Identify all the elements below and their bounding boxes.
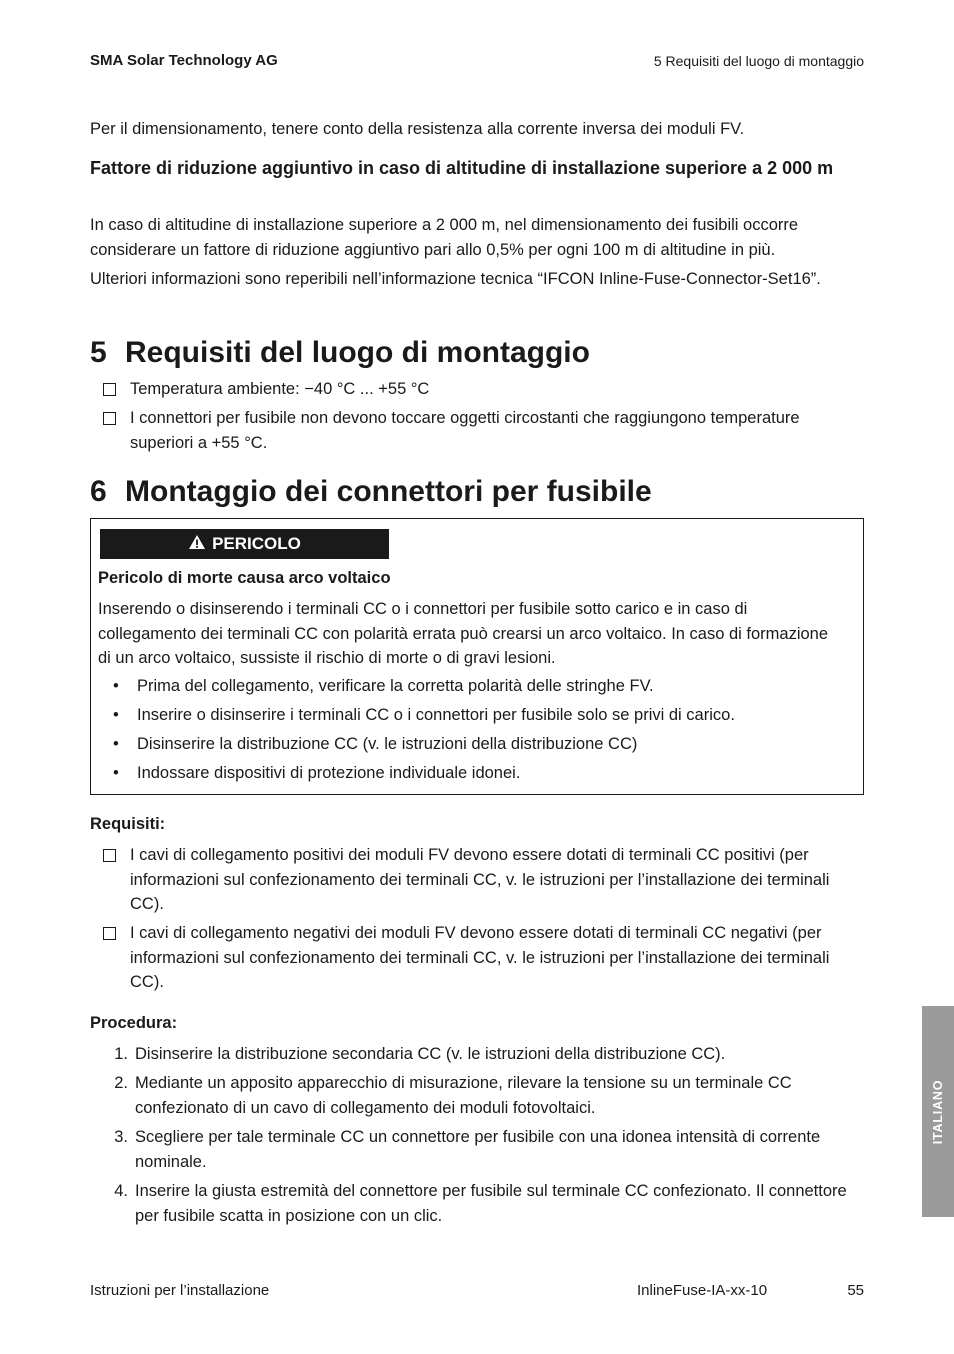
footer-document-title: Istruzioni per l’installazione	[90, 1282, 270, 1299]
bullet-icon: •	[113, 764, 119, 782]
page-number: 55	[847, 1282, 864, 1299]
step-number: 3.	[114, 1128, 128, 1146]
checkbox-icon	[103, 383, 116, 396]
language-tab	[922, 1006, 954, 1217]
step-text: Disinserire la distribuzione secondaria CC (v. le istruzioni della distribuzione CC).	[135, 1045, 726, 1063]
language-tab-label: ITALIANO	[931, 1079, 945, 1144]
warning-triangle-icon	[188, 534, 206, 555]
list-item-text: I cavi di collegamento positivi dei moduli FV devono essere dotati di terminali CC positivi (per informazioni sul confezionamento dei terminali CC, v. le istruzioni per l’installazione dei terminali CC).	[130, 846, 830, 913]
danger-description: Inserendo o disinserendo i terminali CC o i connettori per fusibile sotto carico e in caso di collegamento dei terminali CC con polarità errata può crearsi un arco voltaico. In caso di formazione di un arco voltaico, sussiste il rischio di morte o di gravi lesioni.	[98, 600, 829, 667]
danger-title: Pericolo di morte causa arco voltaico	[98, 569, 391, 587]
checkbox-icon	[103, 927, 116, 940]
list-item-text: Temperatura ambiente: −40 °C ... +55 °C	[130, 380, 430, 398]
bullet-icon: •	[113, 677, 119, 695]
requirements-label: Requisiti:	[90, 815, 166, 833]
bullet-icon: •	[113, 735, 119, 753]
danger-banner	[100, 529, 389, 559]
section-title: Montaggio dei connettori per fusibile	[125, 475, 652, 508]
procedure-step	[90, 1071, 865, 1120]
list-item	[90, 406, 865, 455]
step-text: Inserire la giusta estremità del connettore per fusibile sul terminale CC confezionato. Il connettore per fusibile scatta in posizione con un clic.	[135, 1182, 847, 1225]
danger-label: PERICOLO	[212, 534, 301, 553]
list-item	[90, 843, 865, 917]
bullet-icon: •	[113, 706, 119, 724]
section-5-heading	[90, 336, 590, 370]
list-item	[90, 377, 865, 402]
step-text: Scegliere per tale terminale CC un connettore per fusibile con una idonea intensità di corrente nominale.	[135, 1128, 821, 1171]
intro-paragraph: Per il dimensionamento, tenere conto della resistenza alla corrente inversa dei moduli FV.	[90, 120, 745, 138]
section-title: Requisiti del luogo di montaggio	[125, 336, 590, 369]
procedure-label: Procedura:	[90, 1014, 178, 1032]
section-number: 5	[90, 336, 107, 369]
list-item	[113, 677, 654, 696]
step-number: 1.	[114, 1045, 128, 1063]
list-item	[113, 764, 520, 783]
altitude-paragraph: In caso di altitudine di installazione superiore a 2 000 m, nel dimensionamento dei fusibili occorre considerare un fattore di riduzione aggiuntivo pari allo 0,5% per ogni 100 m di altitudine in più.	[90, 216, 799, 259]
info-paragraph: Ulteriori informazioni sono reperibili nell’informazione tecnica “IFCON Inline-Fuse-Connector-Set16”.	[90, 270, 821, 288]
procedure-step	[90, 1125, 865, 1174]
step-number: 4.	[114, 1182, 128, 1200]
section-6-heading	[90, 475, 652, 509]
list-item	[90, 921, 865, 995]
company-name: SMA Solar Technology AG	[90, 52, 278, 69]
procedure-step	[90, 1179, 865, 1228]
procedure-step	[90, 1042, 865, 1067]
danger-notice	[90, 518, 864, 795]
footer-document-code: InlineFuse-IA-xx-10	[637, 1282, 768, 1299]
list-item-text: I cavi di collegamento negativi dei moduli FV devono essere dotati di terminali CC negativi (per informazioni sul confezionamento dei terminali CC, v. le istruzioni per l’installazione dei terminali CC).	[130, 924, 830, 991]
checkbox-icon	[103, 849, 116, 862]
list-item-text: Disinserire la distribuzione CC (v. le istruzioni della distribuzione CC)	[137, 735, 638, 753]
section-number: 6	[90, 475, 107, 508]
list-item-text: Indossare dispositivi di protezione individuale idonei.	[137, 764, 521, 782]
list-item-text: I connettori per fusibile non devono toccare oggetti circostanti che raggiungono temperature superiori a +55 °C.	[130, 409, 800, 452]
list-item-text: Prima del collegamento, verificare la corretta polarità delle stringhe FV.	[137, 677, 654, 695]
list-item	[113, 735, 637, 754]
altitude-subheading: Fattore di riduzione aggiuntivo in caso di altitudine di installazione superiore a 2 000 m	[90, 158, 834, 178]
step-text: Mediante un apposito apparecchio di misurazione, rilevare la tensione su un terminale CC confezionato di un cavo di collegamento dei moduli fotovoltaici.	[135, 1074, 792, 1117]
checkbox-icon	[103, 412, 116, 425]
list-item-text: Inserire o disinserire i terminali CC o i connettori per fusibile solo se privi di carico.	[137, 706, 735, 724]
step-number: 2.	[114, 1074, 128, 1092]
list-item	[113, 706, 735, 725]
running-section-title: 5 Requisiti del luogo di montaggio	[653, 53, 864, 69]
